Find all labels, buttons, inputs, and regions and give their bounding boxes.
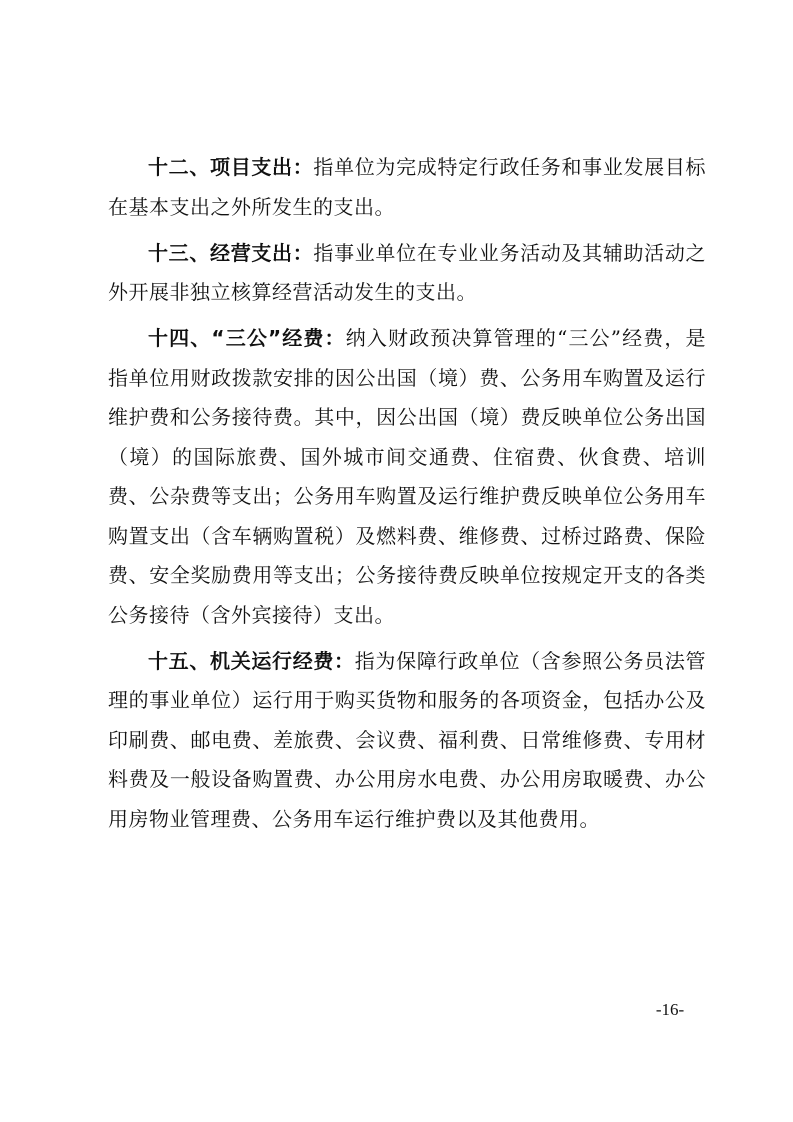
paragraph-three-public-expenses	[108, 319, 706, 635]
paragraph-operating-expenditure	[108, 234, 706, 313]
definition-operating-expenditure: 指事业单位在专业业务活动及其辅助活动之外开展非独立核算经营活动发生的支出。	[108, 240, 707, 304]
term-project-expenditure: 十二、项目支出：	[148, 155, 314, 179]
definition-three-public-expenses: 纳入财政预决算管理的“三公”经费，是指单位用财政拨款安排的因公出国（境）费、公务用车购置及运行维护费和公务接待费。其中，因公出国（境）费反映单位公务出国（境）的国际旅费、国外城市间交通费、住宿费、伙食费、培训费、公杂费等支出；公务用车购置及运行维护费反映单位公务用车购置支出（含车辆购置税）及燃料费、维修费、过桥过路费、保险费、安全奖励费用等支出；公务接待费反映单位按规定开支的各类公务接待（含外宾接待）支出。	[108, 326, 706, 627]
term-operating-expenditure: 十三、经营支出：	[148, 240, 314, 265]
page-number: -16-	[655, 1000, 685, 1019]
paragraph-project-expenditure	[108, 148, 706, 227]
term-agency-operating-funds: 十五、机关运行经费：	[148, 648, 355, 673]
definition-agency-operating-funds: 指为保障行政单位（含参照公务员法管理的事业单位）运行用于购买货物和服务的各项资金，包括办公及印刷费、邮电费、差旅费、会议费、福利费、日常维修费、专用材料费及一般设备购置费、办公用房水电费、办公用房取暖费、办公用房物业管理费、公务用车运行维护费以及其他费用。	[108, 648, 707, 831]
paragraph-agency-operating-funds	[108, 642, 706, 840]
definition-project-expenditure: 指单位为完成特定行政任务和事业发展目标在基本支出之外所发生的支出。	[108, 155, 707, 219]
document-body	[108, 148, 706, 846]
term-three-public-expenses: 十四、“三公”经费：	[148, 326, 346, 350]
